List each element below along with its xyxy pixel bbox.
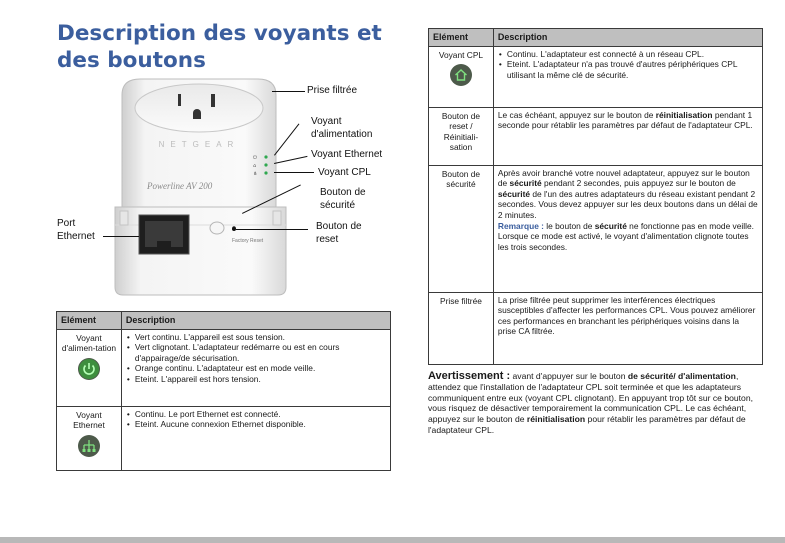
text-run: Le cas échéant, appuyez sur le bouton de (497, 109, 656, 120)
socket-description: La prise filtrée peut supprimer les interférences électriques susceptibles d'affecter les performances CPL. Vous pouvez améliorer ces performances en branchant les périphériques voisins dans la prise CA filtrée. (493, 292, 762, 364)
device-illustration (60, 75, 360, 300)
table-header-row (57, 312, 391, 330)
text-run: avant d'appuyer sur le bouton (510, 371, 628, 381)
text-run: sécurité (497, 188, 531, 199)
table-row (57, 329, 391, 406)
table-row (429, 46, 763, 107)
list-item: • Vert clignotant. L'adaptateur redémarre ou est en cours d'appairage/de sécurisation. (126, 342, 386, 363)
led-table-left (56, 311, 391, 471)
warning-note (428, 371, 763, 436)
remark-label: Remarque : (497, 220, 544, 231)
text-run: sécurité (594, 220, 627, 231)
callout-security-button: Bouton de sécurité (320, 187, 366, 211)
element-security-button: Bouton de sécurité (441, 168, 481, 190)
col-description-header: Description (493, 29, 762, 47)
ethernet-icon (78, 435, 100, 457)
callout-ethernet-led: Voyant Ethernet (311, 149, 383, 160)
text-run: de sécurité/ d'alimentation (627, 371, 736, 381)
table-row (57, 406, 391, 470)
text-run: le bouton de (543, 220, 595, 231)
text-run: pendant 2 secondes, puis appuyez sur le bouton de (541, 178, 736, 189)
list-item: • Eteint. L'adaptateur n'a pas trouvé d'autres périphériques CPL utilisant la même clé de sécurité. (498, 59, 758, 80)
house-icon (450, 64, 472, 86)
list-item: • Continu. L'adaptateur est connecté à un réseau CPL. (498, 49, 758, 60)
page-title: Description des voyants et des boutons (57, 21, 382, 73)
svg-text:⏻: ⏻ (253, 155, 257, 161)
svg-text:NETGEAR: NETGEAR (158, 140, 240, 149)
bottom-divider (0, 537, 785, 543)
factory-reset-label: Factory Reset (232, 238, 264, 244)
callout-plc-led: Voyant CPL (318, 167, 371, 178)
list-item: • Eteint. L'appareil est hors tension. (126, 374, 386, 385)
col-description-header: Description (121, 312, 390, 330)
text-run: Après avoir branché votre nouvel adaptateur, appuyez sur le bouton de (497, 167, 750, 189)
text-run: pour rétablir les paramètres par défaut de l'adaptateur CPL. (428, 414, 746, 435)
col-element-header: Elément (429, 29, 494, 47)
table-row (429, 107, 763, 165)
text-run: réinitialisation (655, 109, 713, 120)
list-item: • Continu. Le port Ethernet est connecté. (126, 409, 386, 420)
text-run: sécurité (509, 178, 542, 189)
device-brand-label: Powerline AV 200 (147, 181, 213, 191)
security-paragraph (498, 168, 758, 221)
element-filtered-socket: Prise filtrée (440, 295, 482, 306)
text-run: pendant 1 seconde pour rétablir les paramètres par défaut de l'adaptateur CPL. (497, 109, 753, 131)
table-row (429, 292, 763, 364)
text-run: ne fonctionne pas en mode veille. Lorsque ce mode est activé, le voyant d'alimentation clignote toutes les trois secondes. (497, 220, 754, 252)
remark-paragraph (498, 221, 758, 253)
list-item: • Orange continu. L'adaptateur est en mode veille. (126, 363, 386, 374)
svg-text:⋔: ⋔ (253, 171, 258, 177)
col-element-header: Elément (57, 312, 122, 330)
power-icon (78, 358, 100, 380)
callout-power-led: Voyant d'alimentation (311, 116, 373, 140)
warning-heading: Avertissement : (428, 370, 511, 382)
table-header-row (429, 29, 763, 47)
list-item: • Vert continu. L'appareil est sous tension. (126, 332, 386, 343)
element-plc-led: Voyant CPL (438, 49, 484, 60)
svg-text:⌂: ⌂ (253, 163, 257, 169)
callout-filtered-socket: Prise filtrée (307, 85, 358, 96)
text-run: , attendez que l'installation de l'adaptateur CPL soit terminée et que les adaptateurs communiquent entre eux (voyant CPL clignotant). En appuyant trop tôt sur ce bouton, vous risquez de désactiver temporairement la communication CPL. Le cas échéant, appuyez sur le bouton de (428, 371, 754, 425)
callout-reset-button: Bouton de reset (316, 221, 362, 245)
callout-ethernet-port: Port Ethernet (57, 218, 95, 242)
element-reset-button: Bouton de reset / Réinitiali-sation (441, 110, 481, 153)
text-run: réinitialisation (526, 414, 586, 425)
element-power-led: Voyant d'alimen-tation (61, 332, 117, 354)
element-ethernet-led: Voyant Ethernet (73, 409, 105, 431)
list-item: • Eteint. Aucune connexion Ethernet disponible. (126, 419, 386, 430)
led-table-right (428, 28, 763, 365)
text-run: de l'un des autres adaptateurs du réseau existant pendant 2 secondes. Vous devez appuyer sur les deux boutons dans un délai de 2 minutes. (497, 188, 758, 220)
table-row (429, 165, 763, 292)
